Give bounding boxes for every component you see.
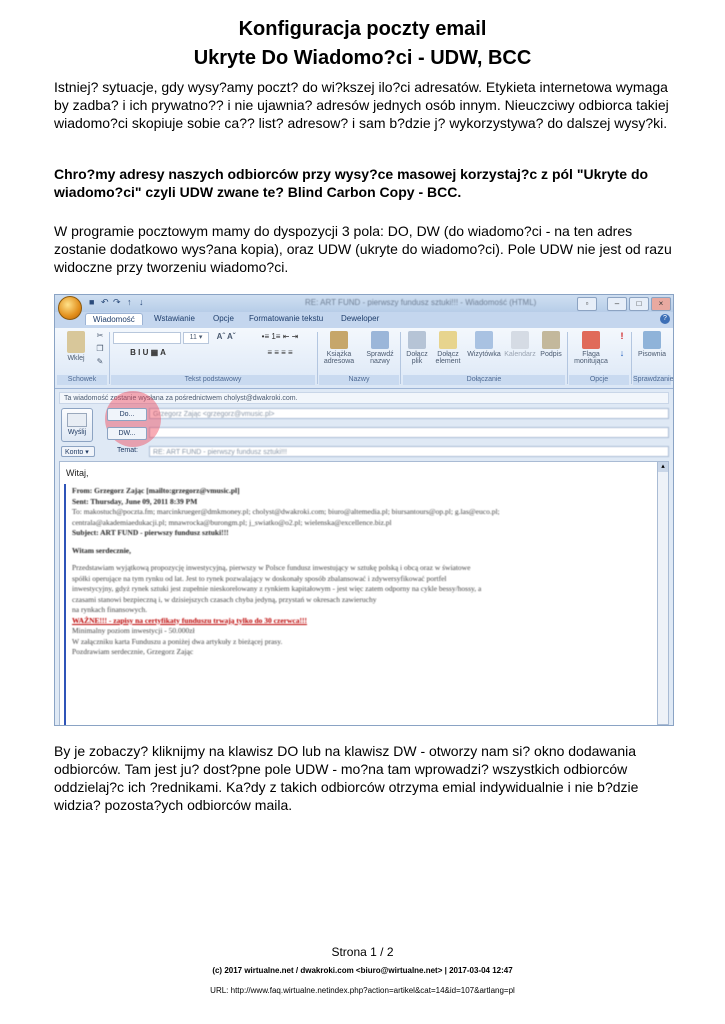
- font-name-select[interactable]: [113, 332, 181, 344]
- body-line: Minimalny poziom inwestycji - 50.000zł: [72, 626, 195, 635]
- check-names-icon: [371, 331, 389, 349]
- help-question-icon[interactable]: ?: [660, 314, 670, 324]
- undo-icon[interactable]: ↶: [101, 297, 109, 307]
- signature-button[interactable]: Podpis: [537, 331, 565, 358]
- window-title: RE: ART FUND - pierwszy fundusz sztuki!!! - Wiadomość (HTML): [305, 298, 537, 307]
- up-arrow-icon[interactable]: ↑: [127, 297, 132, 307]
- minimize-icon[interactable]: –: [607, 297, 627, 311]
- body-line: Subject: ART FUND - pierwszy fundusz sztuki!!!: [72, 528, 229, 537]
- spelling-button[interactable]: Pisownia: [633, 331, 671, 358]
- to-button[interactable]: Do...: [107, 408, 147, 421]
- subject-field[interactable]: RE: ART FUND - pierwszy fundusz sztuki!!!: [149, 446, 669, 457]
- font-size-select[interactable]: 11 ▾: [183, 332, 209, 344]
- account-button[interactable]: Konto ▾: [61, 446, 95, 457]
- page-number: Strona 1 / 2: [331, 945, 394, 959]
- subject-label: Temat:: [117, 447, 139, 454]
- font-grow-shrink-icon[interactable]: Aˆ Aˇ: [216, 332, 236, 341]
- cc-button[interactable]: DW...: [107, 427, 147, 440]
- body-line: inwestycyjny, gdyż rynek sztuki jest zupełnie nieskorelowany z rynkiem kapitałowym - jest więc zatem odporny na cykle bessy/hossy, a: [72, 584, 482, 593]
- address-book-button[interactable]: Książka adresowa: [319, 331, 359, 365]
- paragraph-instructions: By je zobaczy? kliknijmy na klawisz DO lub na klawisz DW - otworzy nam si? okno dodawania odbiorców. Tam jest ju? dost?pne pole UDW - mo?na tam wprowadzi? wszystkich odbiorców oddzielaj?c ich ?rednikami. Ka?dy z takich odbiorców otrzyma emial indywidualnie i nie b?dzie widzia? pozosta?ych odbiorców maila.: [54, 743, 639, 813]
- cc-field[interactable]: [149, 427, 669, 438]
- group-options: Opcje: [569, 375, 629, 385]
- body-line: To: makostuch@poczta.fm; marcinkrueger@dmkmoney.pl; cholyst@dwakroki.com; biuro@altemedia.pl; biursantours@op.pl; g.las@euco.pl;: [72, 507, 500, 516]
- body-line: From: Grzegorz Zając [mailto:grzegorz@vmusic.pl]: [72, 486, 240, 495]
- body-line: Pozdrawiam serdecznie, Grzegorz Zając: [72, 647, 194, 656]
- office-orb-icon[interactable]: [58, 296, 82, 320]
- envelope-icon: [439, 331, 457, 349]
- outlook-screenshot: [54, 294, 674, 726]
- redo-icon[interactable]: ↷: [113, 297, 121, 307]
- paperclip-icon: [408, 331, 426, 349]
- body-line: Sent: Thursday, June 09, 2011 8:39 PM: [72, 496, 198, 506]
- scrollbar[interactable]: [657, 461, 669, 725]
- ribbon-tabs: [55, 312, 673, 328]
- send-button[interactable]: Wyślij: [61, 408, 93, 442]
- calendar-button[interactable]: Kalendarz: [503, 331, 537, 358]
- paragraph-intro: Istniej? sytuacje, gdy wysy?amy poczt? do wi?kszej ilo?ci adresatów. Etykieta internetowa wymaga by zadba? i ich prywatno?? i nie ujawnia? adresów jednych osób innym. Nieuczciwy odbiorca takiej wiadomo?ci skopiuje sobie ca?? list? adresow? i sam b?dzie j? wykorzystywa? do dalszej wysy?ki.: [54, 79, 669, 131]
- calendar-icon: [511, 331, 529, 349]
- body-line: Witam serdecznie,: [72, 545, 132, 555]
- body-line: centrala@akademiaedukacji.pl; mnawrocka@burongm.pl; j_swiatko@o2.pl; wielenska@excellence.biz.pl: [72, 517, 392, 527]
- save-icon[interactable]: ■: [89, 297, 95, 307]
- clipboard-icon: [67, 331, 85, 353]
- flag-icon: [582, 331, 600, 349]
- low-importance-icon[interactable]: ↓: [619, 348, 625, 358]
- tab-message[interactable]: Wiadomość: [85, 313, 143, 325]
- help-icon[interactable]: ▫: [577, 297, 597, 311]
- group-names: Nazwy: [319, 375, 399, 385]
- paste-button[interactable]: Wklej: [57, 331, 95, 362]
- tab-insert[interactable]: Wstawianie: [154, 314, 195, 323]
- send-envelope-icon: [67, 413, 87, 427]
- paragraph-align-icons[interactable]: ≡ ≡ ≡ ≡: [267, 348, 293, 357]
- group-proofing: Sprawdzanie: [633, 376, 674, 383]
- cut-icon[interactable]: ✂: [96, 331, 104, 340]
- footer-copyright: (c) 2017 wirtualne.net / dwakroki.com <biuro@wirtualne.net> | 2017-03-04 12:47: [212, 966, 513, 975]
- attach-item-button[interactable]: Dołącz element: [431, 331, 465, 365]
- tab-developer[interactable]: Deweloper: [341, 314, 380, 323]
- check-names-button[interactable]: Sprawdź nazwy: [361, 331, 399, 365]
- list-indent-icons[interactable]: •≡ 1≡ ⇤ ⇥: [261, 332, 299, 341]
- follow-up-button[interactable]: Flaga monitująca: [569, 331, 613, 365]
- close-icon[interactable]: ×: [651, 297, 671, 311]
- bold-italic-underline[interactable]: B I U ▦ A: [130, 348, 166, 357]
- page-title: Konfiguracja poczty email: [238, 18, 487, 40]
- info-bar: Ta wiadomość zostanie wysłana za pośrednictwem cholyst@dwakroki.com.: [59, 392, 669, 404]
- signature-icon: [542, 331, 560, 349]
- ribbon: [55, 328, 673, 389]
- chevron-down-icon: ▾: [85, 449, 89, 456]
- quote-bar: [64, 484, 66, 726]
- paragraph-fields: W programie pocztowym mamy do dyspozycji 3 pola: DO, DW (do wiadomo?ci - na ten adres zostanie dodatkowo wys?ana kopia), oraz UDW (ukryte do wiadomo?ci). Pole UDW nie jest od razu widoczne przy tworzeniu wiadomo?ci.: [54, 223, 672, 275]
- address-book-icon: [330, 331, 348, 349]
- attach-file-button[interactable]: Dołącz plik: [403, 331, 431, 365]
- to-field[interactable]: Grzegorz Zając <grzegorz@vmusic.pl>: [149, 408, 669, 419]
- tab-format-text[interactable]: Formatowanie tekstu: [249, 314, 324, 323]
- spelling-check-icon: [643, 331, 661, 349]
- body-line: WAŻNE!!! - zapisy na certyfikaty funduszu trwają tylko do 30 czerwca!!!: [72, 615, 307, 625]
- body-line: czasami stanowi bezpieczną i, w dzisiejszych czasach chyba jedyną, przystań w okresach zawieruchy: [72, 594, 377, 604]
- copy-icon[interactable]: ❐: [96, 344, 104, 353]
- high-importance-icon[interactable]: !: [620, 331, 624, 341]
- body-line: Przedstawiam wyjątkową propozycję inwestycyjną, pierwszy w Polsce fundusz inwestujący w sztukę polską i obcą oraz w światowe: [72, 563, 471, 572]
- page-subtitle: Ukryte Do Wiadomo?ci - UDW, BCC: [193, 47, 532, 69]
- group-basic-text: Tekst podstawowy: [111, 375, 315, 385]
- business-card-icon: [475, 331, 493, 349]
- message-body[interactable]: [59, 461, 659, 726]
- maximize-icon[interactable]: □: [629, 297, 649, 311]
- group-include: Dołączanie: [403, 375, 565, 385]
- down-arrow-icon[interactable]: ↓: [139, 297, 144, 307]
- body-line: na rynkach finansowych.: [72, 605, 148, 614]
- business-card-button[interactable]: Wizytówka: [465, 331, 503, 358]
- scroll-up-icon[interactable]: ▴: [658, 462, 668, 472]
- paragraph-bold-tip: Chro?my adresy naszych odbiorców przy wysy?ce masowej korzystaj?c z pól "Ukryte do wiadomo?ci" czyli UDW zwane te? Blind Carbon Copy - BCC.: [54, 166, 649, 200]
- tab-options[interactable]: Opcje: [213, 314, 234, 323]
- footer-url: URL: http://www.faq.wirtualne.netindex.php?action=artikel&cat=14&id=107&artlang=pl: [210, 986, 515, 995]
- body-line: W załączniku karta Funduszu a poniżej dwa artykuły z bieżącej prasy.: [72, 636, 283, 646]
- body-line: spółki operujące na tym rynku od lat. Jest to rynek pozwalający w doskonały sposób zbalansować i zdywersyfikować portfel: [72, 573, 447, 583]
- group-clipboard: Schowek: [57, 375, 107, 385]
- window-titlebar: [55, 295, 673, 312]
- format-painter-icon[interactable]: ✎: [96, 357, 104, 366]
- greeting: Witaj,: [66, 468, 89, 478]
